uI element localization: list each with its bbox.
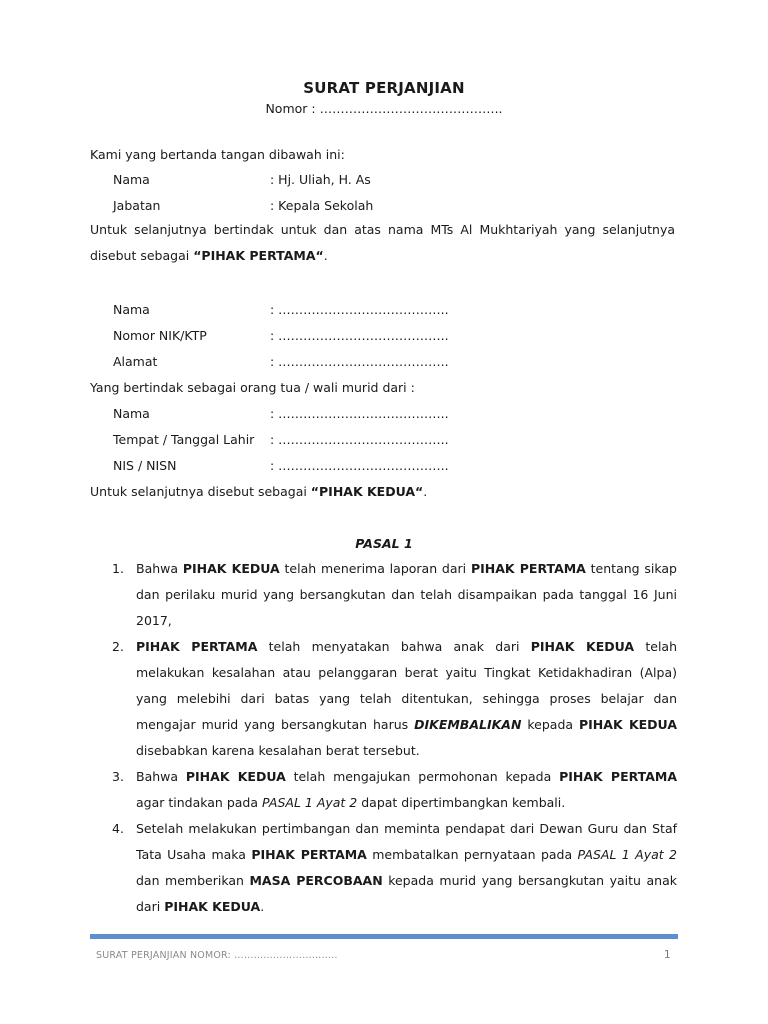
pasal-item-number: 1. bbox=[112, 561, 124, 576]
field-value: : Kepala Sekolah bbox=[270, 198, 374, 213]
text-segment: telah mengajukan permohonan kepada bbox=[285, 769, 560, 784]
pasal-heading: PASAL 1 bbox=[355, 536, 413, 551]
text-segment: kepada murid yang bersangkutan yaitu anak dari bbox=[136, 873, 677, 914]
party2-description bbox=[90, 484, 427, 499]
text-segment: dapat dipertimbangkan kembali. bbox=[357, 795, 566, 810]
text-segment: PIHAK KEDUA bbox=[164, 899, 261, 914]
party1-description bbox=[90, 217, 675, 269]
guardian-line: Yang bertindak sebagai orang tua / wali murid dari : bbox=[90, 380, 415, 395]
pasal-item-number: 4. bbox=[112, 821, 124, 836]
field-label: NIS / NISN bbox=[113, 458, 177, 473]
document-title: SURAT PERJANJIAN bbox=[303, 79, 465, 97]
student-nis-row bbox=[113, 458, 513, 476]
field-value: : ………………………………….. bbox=[270, 302, 449, 317]
pasal-item-text bbox=[136, 556, 677, 634]
footer-divider bbox=[90, 934, 678, 939]
pasal-item bbox=[112, 556, 677, 634]
student-name-row bbox=[113, 406, 513, 424]
field-value: : ………………………………….. bbox=[270, 458, 449, 473]
pasal-item-text bbox=[136, 816, 677, 920]
text-segment: PIHAK PERTAMA bbox=[136, 639, 258, 654]
pasal-item bbox=[112, 634, 677, 764]
text-segment: kepada bbox=[521, 717, 579, 732]
field-label: Nama bbox=[113, 406, 150, 421]
field-label: Jabatan bbox=[113, 198, 161, 213]
text-segment: PIHAK PERTAMA bbox=[559, 769, 678, 784]
text-segment: Bahwa bbox=[136, 769, 186, 784]
document-number: Nomor : …………………………………….. bbox=[265, 101, 503, 116]
intro-text: Kami yang bertanda tangan dibawah ini: bbox=[90, 147, 345, 162]
field-value: : ………………………………….. bbox=[270, 328, 449, 343]
party1-text-start: Untuk selanjutnya bertindak untuk dan atas nama MTs Al Mukhtariyah yang selanjutnya disebut sebagai bbox=[90, 222, 675, 263]
text-segment: PIHAK KEDUA bbox=[185, 769, 286, 784]
pasal-item-text bbox=[136, 764, 677, 816]
party2-text-start: Untuk selanjutnya disebut sebagai bbox=[90, 484, 311, 499]
field-label: Nama bbox=[113, 302, 150, 317]
field-label: Tempat / Tanggal Lahir bbox=[113, 432, 255, 447]
party1-position-row bbox=[113, 198, 513, 216]
party2-text-end: . bbox=[423, 484, 428, 499]
pasal-item-number: 3. bbox=[112, 769, 124, 784]
field-value: : ………………………………….. bbox=[270, 406, 449, 421]
party1-designation: “PIHAK PERTAMA“ bbox=[193, 248, 324, 263]
student-birth-row bbox=[113, 432, 513, 450]
text-segment: DIKEMBALIKAN bbox=[414, 717, 522, 732]
text-segment: MASA PERCOBAAN bbox=[249, 873, 383, 888]
party2-name-row bbox=[113, 302, 513, 320]
text-segment: Bahwa bbox=[136, 561, 183, 576]
text-segment: . bbox=[260, 899, 265, 914]
text-segment: PIHAK KEDUA bbox=[182, 561, 280, 576]
party2-designation: “PIHAK KEDUA“ bbox=[310, 484, 424, 499]
pasal-item bbox=[112, 764, 677, 816]
text-segment: telah melakukan kesalahan atau pelanggaran berat yaitu Tingkat Ketidakhadiran (Alpa) yang melebihi dari batas yang telah ditentukan, sehingga proses belajar dan mengajar murid yang bersangkutan harus bbox=[136, 639, 677, 732]
text-segment: PIHAK PERTAMA bbox=[251, 847, 367, 862]
text-segment: dan memberikan bbox=[136, 873, 250, 888]
field-value: : ………………………………….. bbox=[270, 432, 449, 447]
field-value: : Hj. Uliah, H. As bbox=[270, 172, 371, 187]
field-label: Alamat bbox=[113, 354, 158, 369]
text-segment: telah menerima laporan dari bbox=[279, 561, 471, 576]
field-label: Nama bbox=[113, 172, 150, 187]
text-segment: telah menyatakan bahwa anak dari bbox=[257, 639, 531, 654]
page-number: 1 bbox=[664, 949, 671, 961]
text-segment: tentang sikap dan perilaku murid yang bersangkutan dan telah disampaikan pada tanggal 16 Juni 2017, bbox=[136, 561, 677, 628]
text-segment: PASAL 1 Ayat 2 bbox=[262, 795, 358, 810]
field-label: Nomor NIK/KTP bbox=[113, 328, 207, 343]
pasal-item bbox=[112, 816, 677, 920]
text-segment: PIHAK PERTAMA bbox=[470, 561, 586, 576]
text-segment: agar tindakan pada bbox=[136, 795, 262, 810]
text-segment: PASAL 1 Ayat 2 bbox=[577, 847, 677, 862]
party2-nik-row bbox=[113, 328, 513, 346]
pasal-item-number: 2. bbox=[112, 639, 124, 654]
party1-text-end: . bbox=[323, 248, 328, 263]
footer-label: SURAT PERJANJIAN NOMOR: ………………………….. bbox=[96, 950, 338, 961]
text-segment: PIHAK KEDUA bbox=[579, 717, 677, 732]
text-segment: membatalkan pernyataan pada bbox=[366, 847, 578, 862]
pasal-item-text bbox=[136, 634, 677, 764]
text-segment: PIHAK KEDUA bbox=[530, 639, 635, 654]
text-segment: disebabkan karena kesalahan berat tersebut. bbox=[136, 743, 420, 758]
field-value: : ………………………………….. bbox=[270, 354, 449, 369]
party1-name-row bbox=[113, 172, 513, 190]
party2-address-row bbox=[113, 354, 513, 372]
text-segment: Setelah melakukan pertimbangan dan meminta pendapat dari Dewan Guru dan Staf Tata Usaha maka bbox=[136, 821, 677, 862]
